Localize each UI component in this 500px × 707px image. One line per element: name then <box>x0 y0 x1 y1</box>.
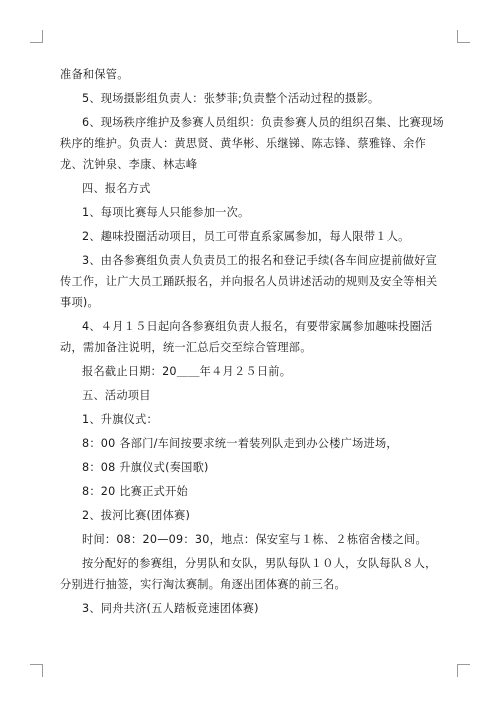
paragraph: 1、升旗仪式： <box>82 413 158 426</box>
paragraph: 1、每项比赛每人只能参加一次。 <box>82 206 250 219</box>
crop-mark-top-left <box>30 30 43 43</box>
section-heading: 四、报名方式 <box>82 182 151 195</box>
paragraph: 时间：08：20—09：30，地点：保安室与１栋、２栋宿舍楼之间。 <box>82 533 427 546</box>
crop-mark-bottom-left <box>30 664 43 677</box>
paragraph: 准备和保管。 <box>60 68 129 81</box>
paragraph: 2、拔河比赛(团体赛) <box>82 509 191 522</box>
paragraph: 3、同舟共济(五人踏板竞速团体赛) <box>82 602 259 615</box>
paragraph: 6、现场秩序维护及参赛人员组织：负责参赛人员的组织召集、比赛现场秩序的维护。负责人：黄思贤、黄华彬、乐继锑、陈志锋、蔡雅锋、余作龙、沈钟泉、李康、林志峰 <box>60 116 444 171</box>
document-body <box>60 64 444 622</box>
paragraph: 5、现场摄影组负责人：张梦菲;负责整个活动过程的摄影。 <box>82 92 380 105</box>
paragraph: 报名截止日期：20＿＿年４月２５日前。 <box>82 365 292 378</box>
paragraph: 3、由各参赛组负责人负责员工的报名和登记手续(各车间应提前做好宣传工作，让广大员工踊跃报名，并向报名人员讲述活动的规则及安全等相关事项)。 <box>60 254 438 309</box>
crop-mark-top-right <box>457 30 470 43</box>
paragraph: 按分配好的参赛组，分男队和女队，男队每队１０人，女队每队８人，分别进行抽签，实行淘汰赛制。角逐出团体赛的前三名。 <box>60 557 437 591</box>
paragraph: 4、４月１５日起向各参赛组负责人报名，有要带家属参加趣味投圈活动，需加备注说明，统一汇总后交至综合管理部。 <box>60 320 433 354</box>
paragraph: 8：08 升旗仪式(奏国歌) <box>82 461 209 474</box>
paragraph: 8：00 各部门/车间按要求统一着装列队走到办公楼广场进场， <box>82 437 398 450</box>
paragraph: 2、趣味投圈活动项目，员工可带直系家属参加，每人限带１人。 <box>82 230 410 243</box>
section-heading: 五、活动项目 <box>82 389 151 402</box>
crop-mark-bottom-right <box>457 664 470 677</box>
paragraph: 8：20 比赛正式开始 <box>82 485 188 498</box>
